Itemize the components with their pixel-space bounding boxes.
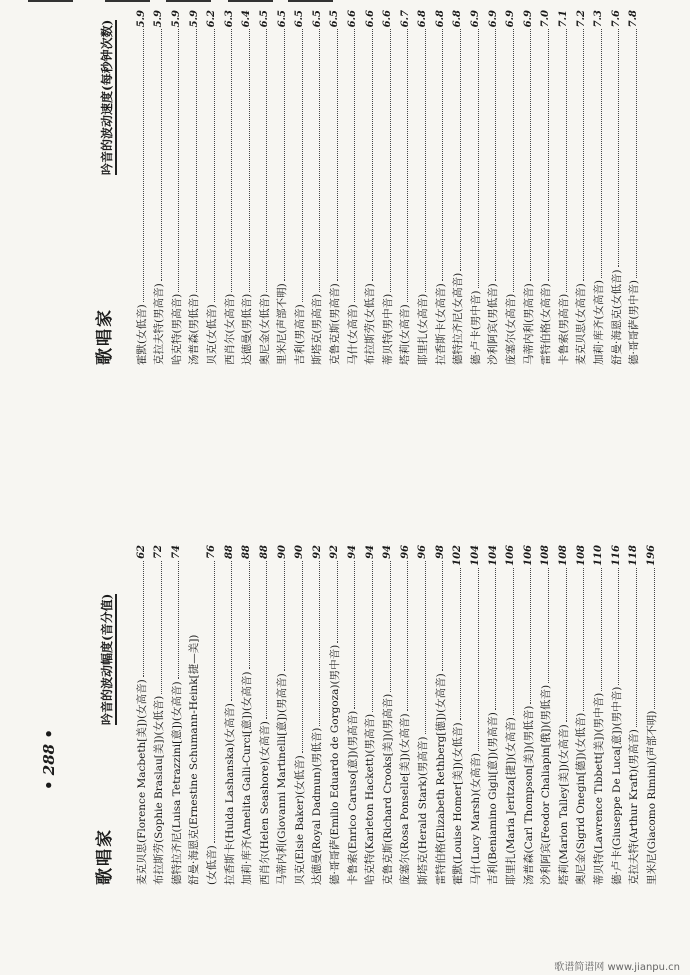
list-item: 克鲁克斯(男高音) 6.5 <box>329 10 342 365</box>
list-item: 克拉夫特(Arthur Kraft)(男高音) 118 <box>628 545 641 885</box>
rotated-page <box>85 0 658 965</box>
list-item: 德·哥哥萨(Emilio Eduardo de Gorgoza)(男中音) 92 <box>329 545 342 885</box>
list-item: 舒曼·海恩克(女低音) 7.6 <box>610 10 623 365</box>
list-item: 哈克特(男高音) 5.9 <box>170 10 183 365</box>
list-item: 德·哥哥萨(男中音) 7.8 <box>628 10 641 365</box>
list-item: 奥尼金(Sigrid Onegin[德])(女低音) 108 <box>575 545 588 885</box>
list-item: 汤普森(男低音) 5.9 <box>188 10 201 365</box>
panel-subheading: 吟音的波动幅度(音分值) <box>101 594 117 725</box>
list-item: 德特拉齐尼(Luisa Tetrazzini[意])(女高音) 74 <box>170 545 183 885</box>
list-item: 拉香斯卡(Hulda Lashanska)(女高音) 88 <box>223 545 236 885</box>
list-item: 奥尼金(女低音) 6.5 <box>258 10 271 365</box>
list-item: 斯塔克(Herald Stark)(男高音) 96 <box>417 545 430 885</box>
list-item: 沙利阿宾(Feodor Chaliapin[俄])(男低音) 108 <box>540 545 553 885</box>
panel-heading: 歌唱家 <box>95 308 115 365</box>
list-item: 塔莉(女高音) 6.7 <box>399 10 412 365</box>
list-item: 舒曼·海恩克(Ernestine Schumann-Heink[捷—美]) <box>188 634 201 885</box>
list-item: 卡鲁索(Enrico Caruso[意])(男高音) 94 <box>346 545 359 885</box>
list-item: 耶里扎(Maria Jeritza[捷])(女高音) 106 <box>505 545 518 885</box>
list-item: 耶里扎(女高音) 6.8 <box>417 10 430 365</box>
list-item: 吉利(男高音) 6.5 <box>293 10 306 365</box>
singer-list <box>133 10 643 365</box>
list-item: 布拉斯劳(Sophie Braslau[美])(女低音) 72 <box>153 545 166 885</box>
list-item: 马什(女高音) 6.6 <box>346 10 359 365</box>
list-item: 克拉夫特(男高音) 5.9 <box>153 10 166 365</box>
vibrato-extent-panel <box>95 545 658 885</box>
list-item: 贝克(女低音) 6.2 <box>205 10 218 365</box>
list-item: 庞塞尔(Rosa Ponselle[美])(女高音) 96 <box>399 545 412 885</box>
list-item: 斯塔克(男高音) 6.5 <box>311 10 324 365</box>
list-item: 德·卢卡(男中音) 6.9 <box>469 10 482 365</box>
list-item: 蒂贝特(Lawrence Tibbett[美])(男中音) 110 <box>592 545 605 885</box>
list-item: 蒂贝特(男中音) 6.6 <box>381 10 394 365</box>
list-item: 里米尼(Giacomo Rimini)(声部不明) 196 <box>645 545 658 885</box>
list-item: 麦克贝思(女高音) 7.2 <box>575 10 588 365</box>
list-item: 沙利阿宾(男低音) 6.9 <box>487 10 500 365</box>
list-item: 克鲁克斯(Richard Crooks[美])(男高音) 94 <box>381 545 394 885</box>
list-item: 庞塞尔(女高音) 6.9 <box>505 10 518 365</box>
list-item: 哈克特(Karleton Hackett)(男高音) 94 <box>364 545 377 885</box>
list-item: 布拉斯劳(女低音) 6.6 <box>364 10 377 365</box>
watermark: 歌谱简谱网 www.jianpu.cn <box>554 962 680 973</box>
vibrato-rate-panel <box>95 0 640 365</box>
list-item: 霍默(Louise Homer[美])(女低音) 102 <box>452 545 465 885</box>
list-item: 马什(Lucy Marsh)(女高音) 104 <box>469 545 482 885</box>
list-item: 达德曼(男低音) 6.4 <box>241 10 254 365</box>
list-item: (女低音) 76 <box>205 545 218 885</box>
list-item: 麦克贝思(Florence Macbeth[美])(女高音) 62 <box>135 545 148 885</box>
list-item: 卡鲁索(男高音) 7.1 <box>557 10 570 365</box>
list-item: 汤普森(Carl Thompson[美])(男低音) 106 <box>522 545 535 885</box>
list-item: 马蒂内利(Giovanni Martinelli[意])(男高音) 90 <box>276 545 289 885</box>
page-number: • 288 • <box>40 729 58 790</box>
list-item: 马蒂内利(男高音) 6.9 <box>522 10 535 365</box>
list-item: 德特拉齐尼(女高音) 6.8 <box>452 10 465 365</box>
list-item: 吉利(Beniamino Gigli[意])(男高音) 104 <box>487 545 500 885</box>
list-item: 德·卢卡(Giuseppe De Luca[意])(男中音) 116 <box>610 545 623 885</box>
list-item: 拉香斯卡(女高音) 6.8 <box>434 10 447 365</box>
list-item: 雷特伯格(Elizabeth Rethberg[德])(女高音) 98 <box>434 545 447 885</box>
list-item: 里米尼(声部不明) 6.5 <box>276 10 289 365</box>
list-item: 塔莉(Marion Talley[美])(女高音) 108 <box>557 545 570 885</box>
list-item: 贝克(Elsie Baker)(女低音) 90 <box>293 545 306 885</box>
list-item: 加莉·库齐(Amelita Galli-Curci[意])(女高音) 88 <box>241 545 254 885</box>
panel-heading: 歌唱家 <box>95 828 115 885</box>
list-item: 西肖尔(女高音) 6.3 <box>223 10 236 365</box>
list-item: 霍默(女低音) 5.9 <box>135 10 148 365</box>
list-item: 达德曼(Royal Dadmun)(男低音) 92 <box>311 545 324 885</box>
list-item: 加莉·库齐(女高音) 7.3 <box>592 10 605 365</box>
list-item: 西肖尔(Helen Seashore)(女高音) 88 <box>258 545 271 885</box>
singer-list <box>133 545 661 885</box>
panel-subheading: 吟音的波动速度(每秒钟次数) <box>101 20 117 175</box>
list-item: 雷特伯格(女高音) 7.0 <box>540 10 553 365</box>
